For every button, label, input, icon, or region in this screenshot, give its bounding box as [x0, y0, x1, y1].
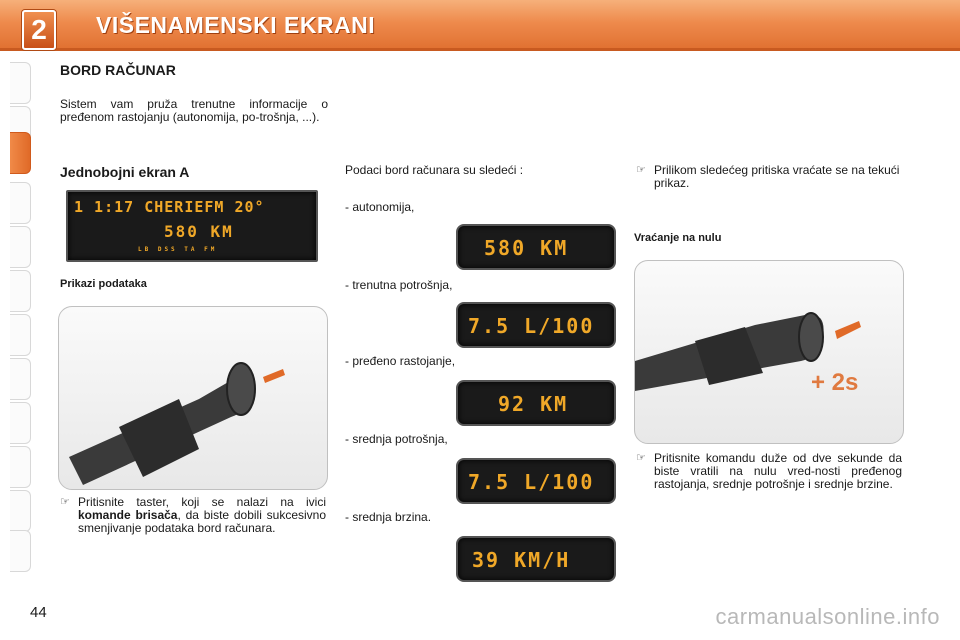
pointing-hand-icon: ☞ — [60, 496, 70, 508]
section-title: BORD RAČUNAR — [60, 62, 176, 78]
reset-bullet: ☞ Pritisnite komandu duže od dve sekunde da biste vratili na nulu vred-nosti pređenog rastojanja, srednje potrošnje i srednje brzine. — [636, 451, 902, 491]
chapter-tab[interactable] — [10, 62, 31, 104]
reset-heading: Vraćanje na nulu — [634, 232, 722, 244]
page-number: 44 — [30, 604, 47, 621]
mono-screen-heading: Jednobojni ekran A — [60, 164, 190, 180]
list-item: - pređeno rastojanje, — [345, 354, 456, 368]
arrow-icon — [263, 369, 285, 383]
chapter-badge: 2 — [22, 10, 56, 50]
return-bullet: ☞ Prilikom sledećeg pritiska vraćate se na tekući prikaz. — [636, 163, 900, 190]
mono-display-top: 1 1:17 CHERIEFM 20° — [74, 198, 265, 216]
lcd-average-consumption: 7.5 L/100 — [456, 458, 616, 504]
chapter-tab[interactable] — [10, 446, 31, 488]
header-underline — [0, 48, 960, 51]
data-display-bullet: ☞ Pritisnite taster, koji se nalazi na ivici komande brisača, da biste dobili sukcesivno smenjivanje podataka bord računara. — [60, 495, 327, 535]
lcd-current-consumption: 7.5 L/100 — [456, 302, 616, 348]
chapter-tab[interactable] — [10, 182, 31, 224]
mono-display-main: 580 KM — [164, 222, 234, 241]
arrow-icon — [835, 321, 861, 339]
wiper-stalk-image — [58, 306, 328, 490]
list-item: - autonomija, — [345, 200, 415, 214]
chapter-tab[interactable] — [10, 530, 31, 572]
chapter-tab-active[interactable] — [10, 132, 31, 174]
intro-text: Sistem vam pruža trenutne informacije o pređenom rastojanju (autonomija, po-trošnja, ...). — [60, 97, 328, 124]
page-title: VIŠENAMENSKI EKRANI — [96, 12, 376, 38]
mono-display — [66, 190, 318, 262]
list-item: - srednja potrošnja, — [345, 432, 448, 446]
pointing-hand-icon: ☞ — [636, 452, 646, 464]
mono-display-bottom: LB DSS TA FM — [138, 246, 218, 253]
chapter-tab[interactable] — [10, 358, 31, 400]
hold-duration-label: + 2s — [811, 369, 859, 396]
reset-stalk-image — [634, 260, 904, 444]
lcd-average-speed: 39 KM/H — [456, 536, 616, 582]
list-item: - srednja brzina. — [345, 510, 432, 524]
list-item: - trenutna potrošnja, — [345, 278, 453, 292]
chapter-tab[interactable] — [10, 490, 31, 532]
data-display-heading: Prikazi podataka — [60, 278, 147, 290]
lcd-distance: 92 KM — [456, 380, 616, 426]
chapter-tab[interactable] — [10, 402, 31, 444]
chapter-tab[interactable] — [10, 314, 31, 356]
pointing-hand-icon: ☞ — [636, 164, 646, 176]
chapter-tab[interactable] — [10, 270, 31, 312]
chapter-tabs — [0, 62, 34, 572]
watermark: carmanualsonline.info — [715, 604, 940, 629]
computer-data-intro: Podaci bord računara su sledeći : — [345, 163, 524, 177]
lcd-autonomy: 580 KM — [456, 224, 616, 270]
chapter-tab[interactable] — [10, 226, 31, 268]
